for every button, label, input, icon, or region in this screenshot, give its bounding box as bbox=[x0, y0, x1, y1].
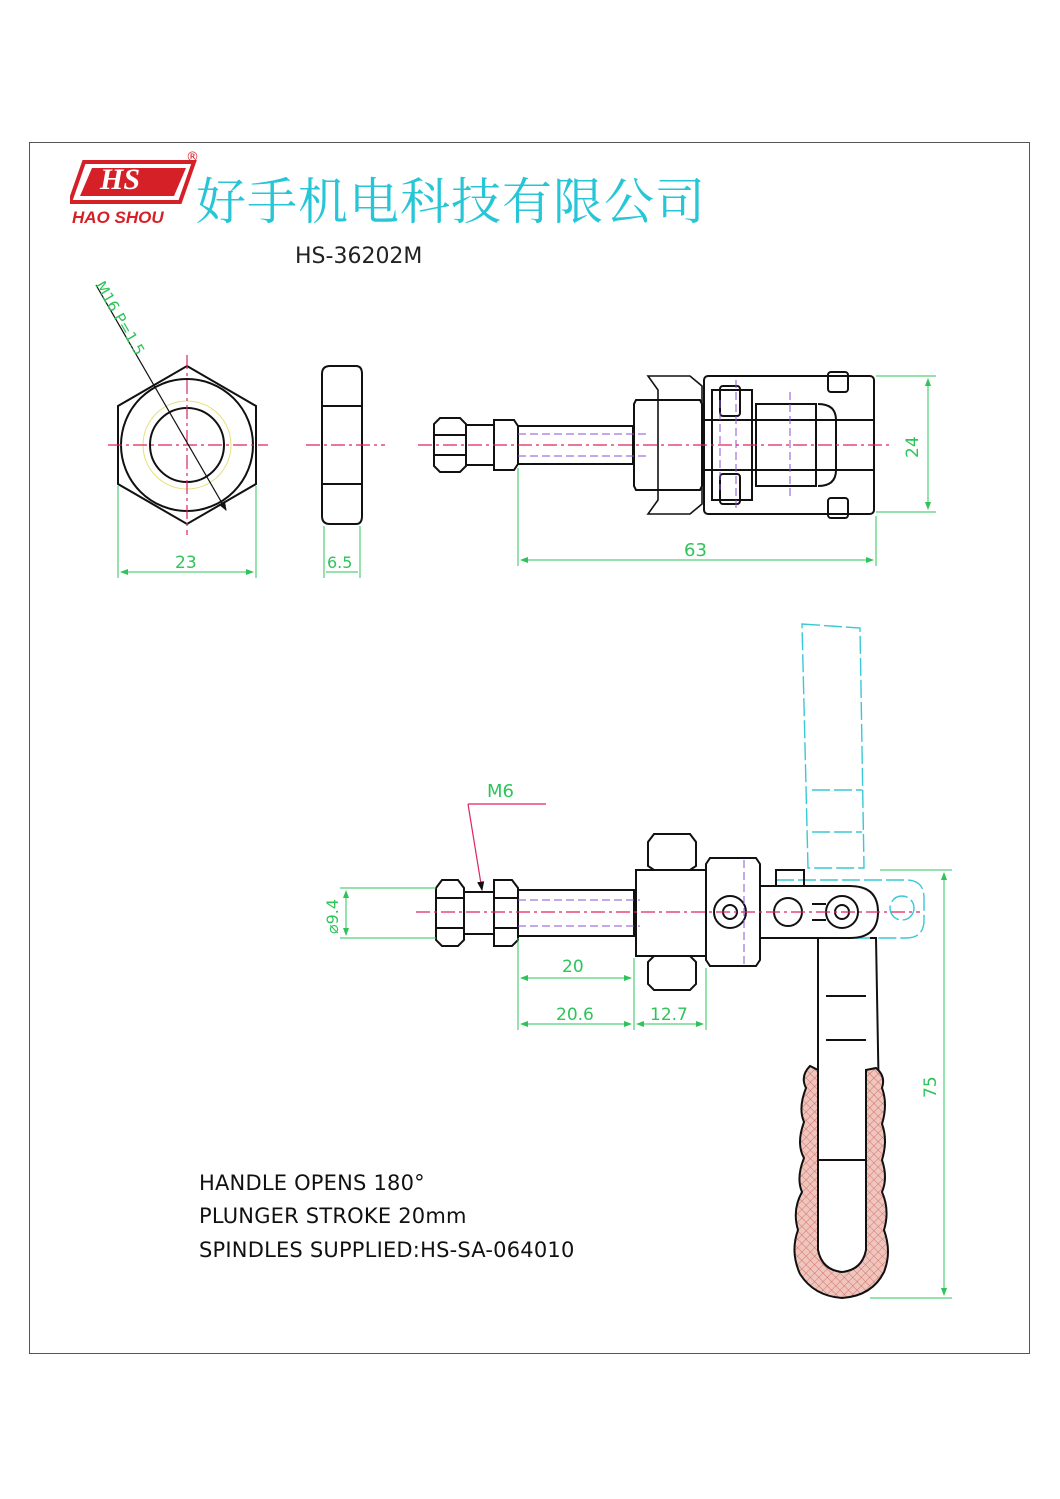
rod-diameter-dimension bbox=[340, 888, 436, 938]
note-handle-opens: HANDLE OPENS 180° bbox=[199, 1171, 425, 1195]
handle-grip bbox=[794, 1066, 888, 1298]
brand-name: HAO SHOU bbox=[72, 208, 164, 227]
logo-mark-text: HS bbox=[100, 163, 141, 196]
plunger-length-label: 63 bbox=[684, 540, 707, 561]
company-name: 好手机电科技有限公司 bbox=[196, 173, 706, 231]
bolt-thread-label: M6 bbox=[487, 781, 514, 802]
handle-length-label: 75 bbox=[921, 1076, 941, 1098]
rod-dim-label: 20.6 bbox=[556, 1005, 594, 1025]
body-height-label: 24 bbox=[903, 436, 923, 458]
thread-callout: M16 P=1.5 bbox=[91, 278, 149, 359]
note-plunger-stroke: PLUNGER STROKE 20mm bbox=[199, 1204, 467, 1228]
nut-width-label: 23 bbox=[175, 553, 197, 573]
bolt-thread-leader bbox=[468, 804, 546, 890]
stroke-dim-label: 20 bbox=[562, 957, 584, 977]
clamp-hidden-lines bbox=[518, 860, 744, 966]
model-number: HS-36202M bbox=[295, 244, 423, 269]
note-spindles-supplied: SPINDLES SUPPLIED:HS-SA-064010 bbox=[199, 1238, 575, 1262]
registered-mark: ® bbox=[186, 150, 199, 165]
open-handle-phantom bbox=[776, 624, 924, 938]
nut-thickness-label: 6.5 bbox=[327, 553, 353, 572]
collar-dim-label: 12.7 bbox=[650, 1005, 688, 1025]
rod-diameter-label: ⌀9.4 bbox=[323, 898, 342, 934]
